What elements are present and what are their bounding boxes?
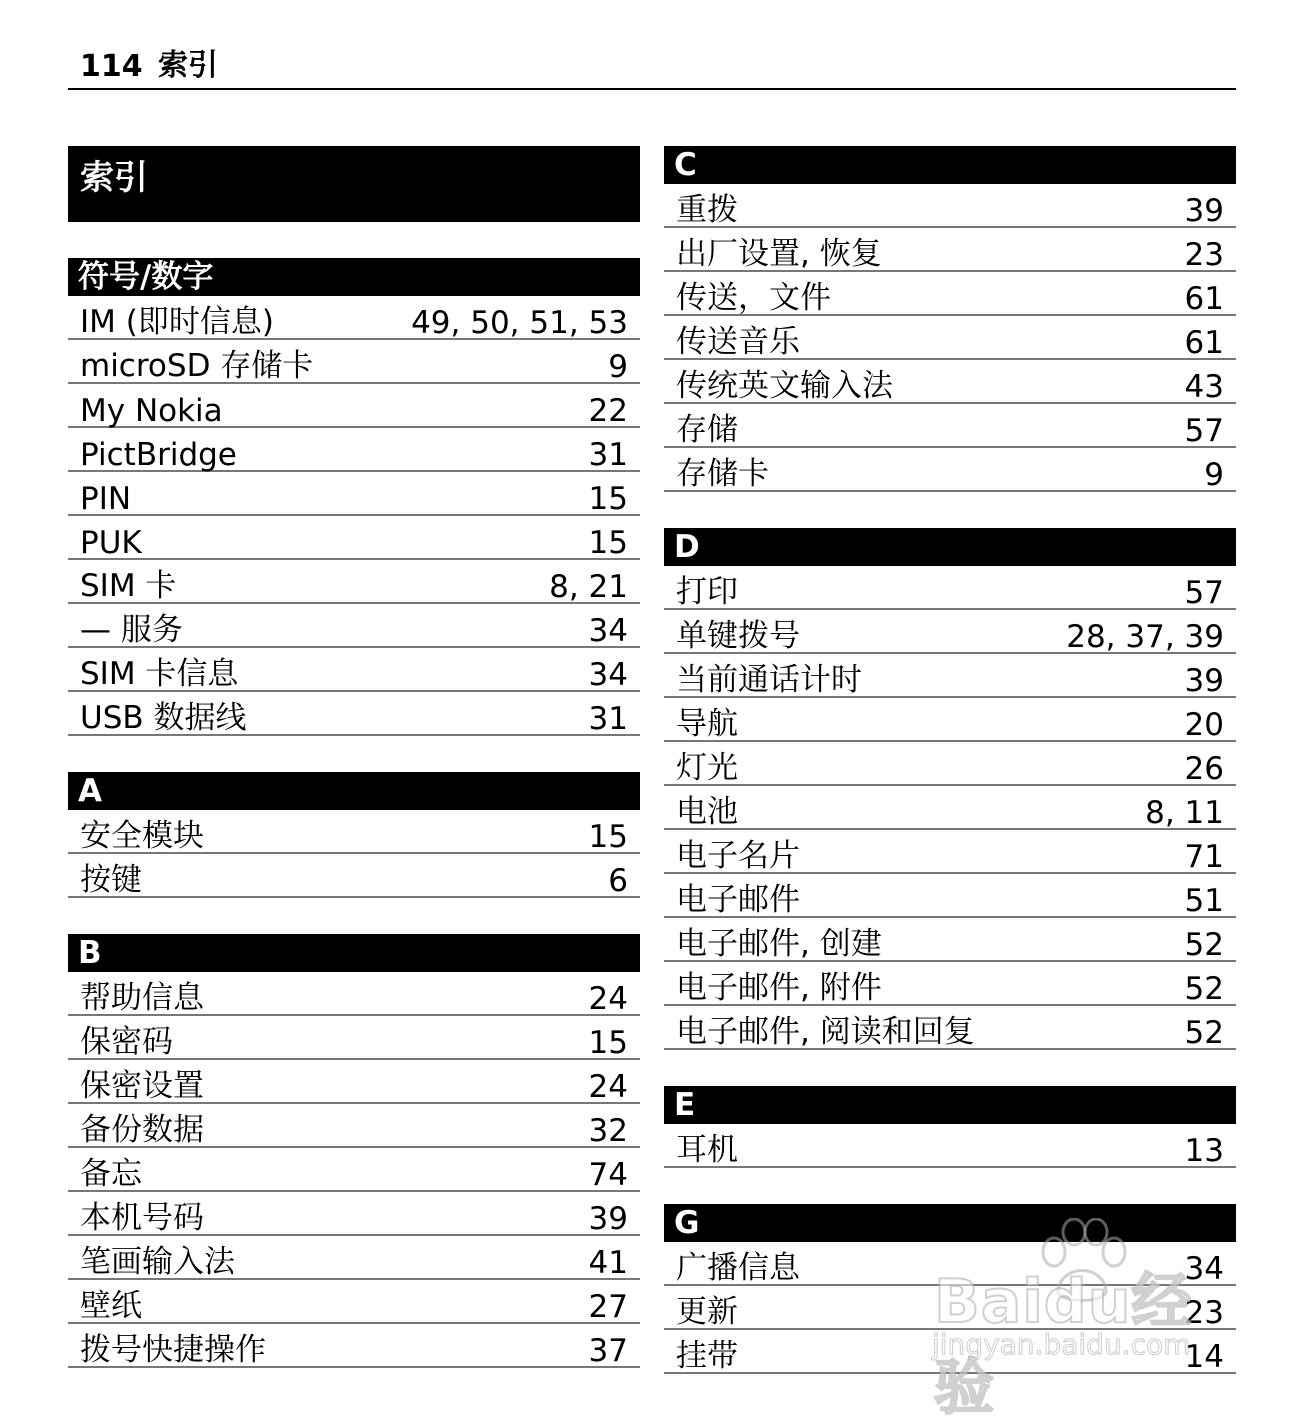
index-entry — [68, 428, 640, 472]
entry-term: 按键 — [80, 862, 142, 898]
entry-pages: 52 — [1184, 971, 1224, 1007]
section-heading: B — [78, 935, 102, 971]
entry-term: 存储卡 — [676, 456, 769, 492]
index-entry — [68, 340, 640, 384]
entry-pages: 32 — [588, 1113, 628, 1149]
entry-pages: 28, 37, 39 — [1066, 619, 1224, 655]
entry-term: 灯光 — [676, 750, 738, 786]
entry-term: IM (即时信息) — [80, 304, 274, 340]
entry-term: 传统英文输入法 — [676, 368, 893, 404]
entry-pages: 31 — [588, 701, 628, 737]
entry-pages: 61 — [1184, 325, 1224, 361]
index-entry — [664, 962, 1236, 1006]
index-entry — [68, 1236, 640, 1280]
index-entry — [664, 316, 1236, 360]
entry-term: 保密设置 — [80, 1068, 204, 1104]
entry-pages: 52 — [1184, 927, 1224, 963]
index-entry — [664, 918, 1236, 962]
index-entry — [664, 228, 1236, 272]
entry-term: 耳机 — [676, 1132, 738, 1168]
index-entry — [68, 560, 640, 604]
entry-pages: 61 — [1184, 281, 1224, 317]
index-entry — [68, 472, 640, 516]
section-header — [664, 1204, 1236, 1242]
index-entry — [664, 184, 1236, 228]
entry-pages: 9 — [608, 349, 628, 385]
entry-pages: 49, 50, 51, 53 — [411, 305, 628, 341]
index-section — [664, 1204, 1236, 1374]
entry-term: 导航 — [676, 706, 738, 742]
index-entry — [68, 692, 640, 736]
entry-pages: 24 — [588, 981, 628, 1017]
section-heading: C — [674, 147, 697, 183]
index-entry — [68, 1324, 640, 1368]
section-heading: A — [78, 773, 102, 809]
entry-pages: 51 — [1184, 883, 1224, 919]
section-heading: E — [674, 1087, 696, 1123]
entry-term: USB 数据线 — [80, 700, 247, 736]
entry-pages: 39 — [1184, 193, 1224, 229]
index-title-block — [68, 146, 640, 222]
index-entry — [68, 1016, 640, 1060]
entry-term: 存储 — [676, 412, 738, 448]
entry-term: 更新 — [676, 1294, 738, 1330]
entry-term: 备份数据 — [80, 1112, 204, 1148]
section-heading: G — [674, 1205, 700, 1241]
index-entry — [68, 1148, 640, 1192]
section-header — [664, 528, 1236, 566]
entry-term: 打印 — [676, 574, 738, 610]
entry-term: 安全模块 — [80, 818, 204, 854]
entry-term: PUK — [80, 525, 142, 561]
entry-term: PIN — [80, 481, 132, 517]
section-header — [68, 934, 640, 972]
entry-pages: 34 — [588, 613, 628, 649]
index-entry — [664, 1286, 1236, 1330]
right-column — [664, 146, 1236, 1410]
index-entry — [664, 698, 1236, 742]
entry-pages: 39 — [588, 1201, 628, 1237]
entry-term: SIM 卡信息 — [80, 656, 239, 692]
index-entry — [68, 384, 640, 428]
index-entry — [664, 272, 1236, 316]
section-header — [68, 772, 640, 810]
entry-term: PictBridge — [80, 437, 237, 473]
entry-pages: 34 — [588, 657, 628, 693]
index-entry — [664, 448, 1236, 492]
index-entry — [68, 972, 640, 1016]
index-entry — [68, 854, 640, 898]
index-entry — [664, 830, 1236, 874]
entry-pages: 9 — [1204, 457, 1224, 493]
entry-pages: 43 — [1184, 369, 1224, 405]
index-section — [68, 772, 640, 898]
entry-term: 电子邮件, 附件 — [676, 970, 882, 1006]
entry-term: 电子邮件, 阅读和回复 — [676, 1014, 975, 1050]
index-entry — [664, 610, 1236, 654]
entry-pages: 57 — [1184, 575, 1224, 611]
page-number: 114 — [80, 49, 143, 84]
index-entry — [68, 604, 640, 648]
entry-term: 当前通话计时 — [676, 662, 862, 698]
section-heading: 符号/数字 — [78, 259, 214, 295]
entry-term: 传送，文件 — [676, 280, 831, 316]
entry-pages: 34 — [1184, 1251, 1224, 1287]
entry-term: microSD 存储卡 — [80, 348, 314, 384]
entry-term: 电池 — [676, 794, 738, 830]
index-section — [664, 1086, 1236, 1168]
entry-term: My Nokia — [80, 393, 223, 429]
index-entry — [664, 874, 1236, 918]
index-entry — [68, 810, 640, 854]
entry-term: 重拨 — [676, 192, 738, 228]
index-entry — [664, 566, 1236, 610]
entry-term: 传送音乐 — [676, 324, 800, 360]
entry-pages: 6 — [608, 863, 628, 899]
index-entry — [68, 296, 640, 340]
entry-pages: 24 — [588, 1069, 628, 1105]
index-entry — [664, 786, 1236, 830]
entry-pages: 39 — [1184, 663, 1224, 699]
index-title: 索引 — [80, 158, 148, 198]
index-entry — [68, 1060, 640, 1104]
entry-pages: 31 — [588, 437, 628, 473]
entry-pages: 37 — [588, 1333, 628, 1369]
section-header — [664, 1086, 1236, 1124]
section-heading: D — [674, 529, 700, 565]
entry-pages: 23 — [1184, 1295, 1224, 1331]
entry-term: 备忘 — [80, 1156, 142, 1192]
entry-term: — 服务 — [80, 612, 183, 648]
index-entry — [68, 1280, 640, 1324]
index-entry — [664, 1006, 1236, 1050]
section-header — [68, 258, 640, 296]
entry-term: 单键拨号 — [676, 618, 800, 654]
entry-pages: 15 — [588, 525, 628, 561]
entry-term: 出厂设置, 恢复 — [676, 236, 882, 272]
entry-term: 帮助信息 — [80, 980, 204, 1016]
entry-pages: 20 — [1184, 707, 1224, 743]
section-header — [664, 146, 1236, 184]
left-column — [68, 146, 640, 1404]
entry-pages: 71 — [1184, 839, 1224, 875]
entry-term: 电子邮件 — [676, 882, 800, 918]
index-entry — [664, 654, 1236, 698]
entry-term: 电子名片 — [676, 838, 800, 874]
entry-pages: 8, 21 — [549, 569, 628, 605]
entry-pages: 14 — [1184, 1339, 1224, 1375]
index-entry — [664, 1330, 1236, 1374]
index-entry — [664, 742, 1236, 786]
entry-term: 电子邮件, 创建 — [676, 926, 882, 962]
index-entry — [68, 516, 640, 560]
entry-pages: 15 — [588, 1025, 628, 1061]
index-entry — [664, 1242, 1236, 1286]
index-entry — [664, 404, 1236, 448]
left-sections — [68, 258, 640, 1368]
entry-pages: 22 — [588, 393, 628, 429]
index-section — [68, 934, 640, 1368]
entry-term: 保密码 — [80, 1024, 173, 1060]
entry-term: 挂带 — [676, 1338, 738, 1374]
page-section-title: 索引 — [158, 48, 218, 83]
entry-pages: 74 — [588, 1157, 628, 1193]
page-header — [68, 44, 1236, 90]
entry-pages: 15 — [588, 481, 628, 517]
index-section — [664, 146, 1236, 492]
entry-pages: 57 — [1184, 413, 1224, 449]
entry-pages: 13 — [1184, 1133, 1224, 1169]
watermark-url: jingyan.baidu.com — [932, 1328, 1191, 1361]
index-entry — [68, 1104, 640, 1148]
index-section — [664, 528, 1236, 1050]
entry-pages: 52 — [1184, 1015, 1224, 1051]
entry-term: 拨号快捷操作 — [80, 1332, 266, 1368]
entry-pages: 23 — [1184, 237, 1224, 273]
entry-pages: 8, 11 — [1145, 795, 1224, 831]
entry-term: SIM 卡 — [80, 568, 177, 604]
entry-term: 笔画输入法 — [80, 1244, 235, 1280]
index-entry — [68, 648, 640, 692]
entry-term: 广播信息 — [676, 1250, 800, 1286]
index-section — [68, 258, 640, 736]
entry-pages: 15 — [588, 819, 628, 855]
entry-pages: 26 — [1184, 751, 1224, 787]
index-entry — [664, 1124, 1236, 1168]
index-entry — [68, 1192, 640, 1236]
entry-term: 本机号码 — [80, 1200, 204, 1236]
watermark-brand: Baidu经验 — [934, 1267, 1193, 1423]
entry-term: 壁纸 — [80, 1288, 142, 1324]
index-entry — [664, 360, 1236, 404]
entry-pages: 41 — [588, 1245, 628, 1281]
right-sections — [664, 146, 1236, 1374]
entry-pages: 27 — [588, 1289, 628, 1325]
